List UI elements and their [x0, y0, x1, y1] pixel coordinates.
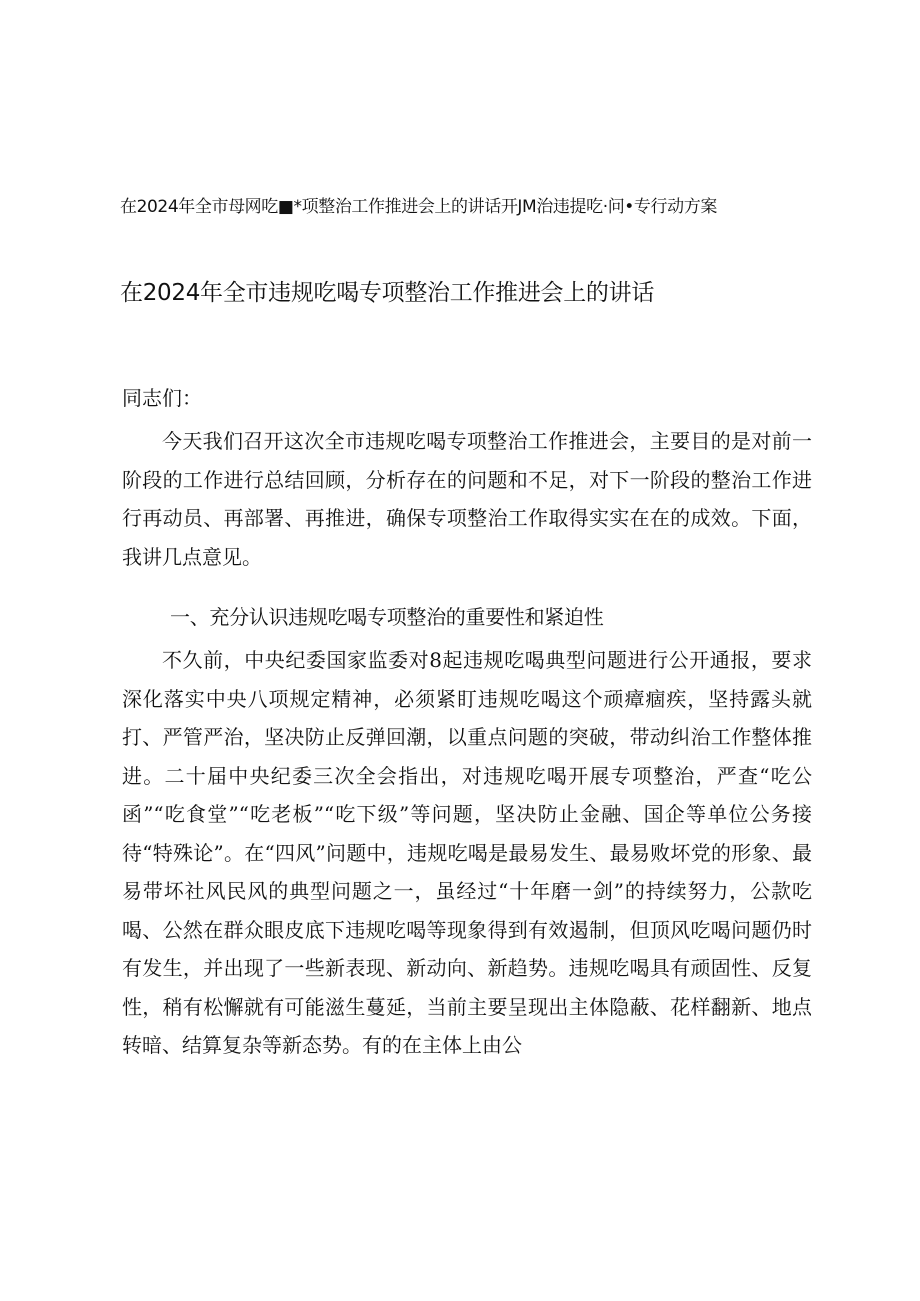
speech-title: 在2024年全市违规吃喝专项整治工作推进会上的讲话: [120, 280, 655, 306]
paragraph-section-1: 不久前，中央纪委国家监委对8起违规吃喝典型问题进行公开通报，要求深化落实中央八项规定精神，必须紧盯违规吃喝这个顽瘴痼疾，坚持露头就打、严管严治，坚决防止反弹回潮，以重点问题的突破，带动纠治工作整体推进。二十届中央纪委三次全会指出，对违规吃喝开展专项整治，严查“吃公函”“吃食堂”“吃老板”“吃下级”等问题，坚决防止金融、国企等单位公务接待“特殊论”。在“四风”问题中，违规吃喝是最易发生、最易败坏党的形象、最易带坏社风民风的典型问题之一，虽经过“十年磨一剑”的持续努力，公款吃喝、公然在群众眼皮底下违规吃喝等现象得到有效遏制，但顶风吃喝问题仍时有发生，并出现了一些新表现、新动向、新趋势。违规吃喝具有顽固性、反复性，稍有松懈就有可能滋生蔓延，当前主要呈现出主体隐蔽、花样翻新、地点转暗、结算复杂等新态势。有的在主体上由公: [122, 648, 812, 1057]
paragraph-intro: 今天我们召开这次全市违规吃喝专项整治工作推进会，主要目的是对前一阶段的工作进行总结回顾，分析存在的问题和不足，对下一阶段的整治工作进行再动员、再部署、再推进，确保专项整治工作取得实实在在的成效。下面，我讲几点意见。: [122, 429, 812, 569]
section-heading-1: 一、充分认识违规吃喝专项整治的重要性和紧迫性: [170, 605, 604, 629]
document-header-line: 在2024年全市母网吃■*项整治工作推进会上的讲话开JM治违提吃·问•专行动方案: [120, 197, 717, 217]
salutation: 同志们：: [122, 386, 202, 410]
